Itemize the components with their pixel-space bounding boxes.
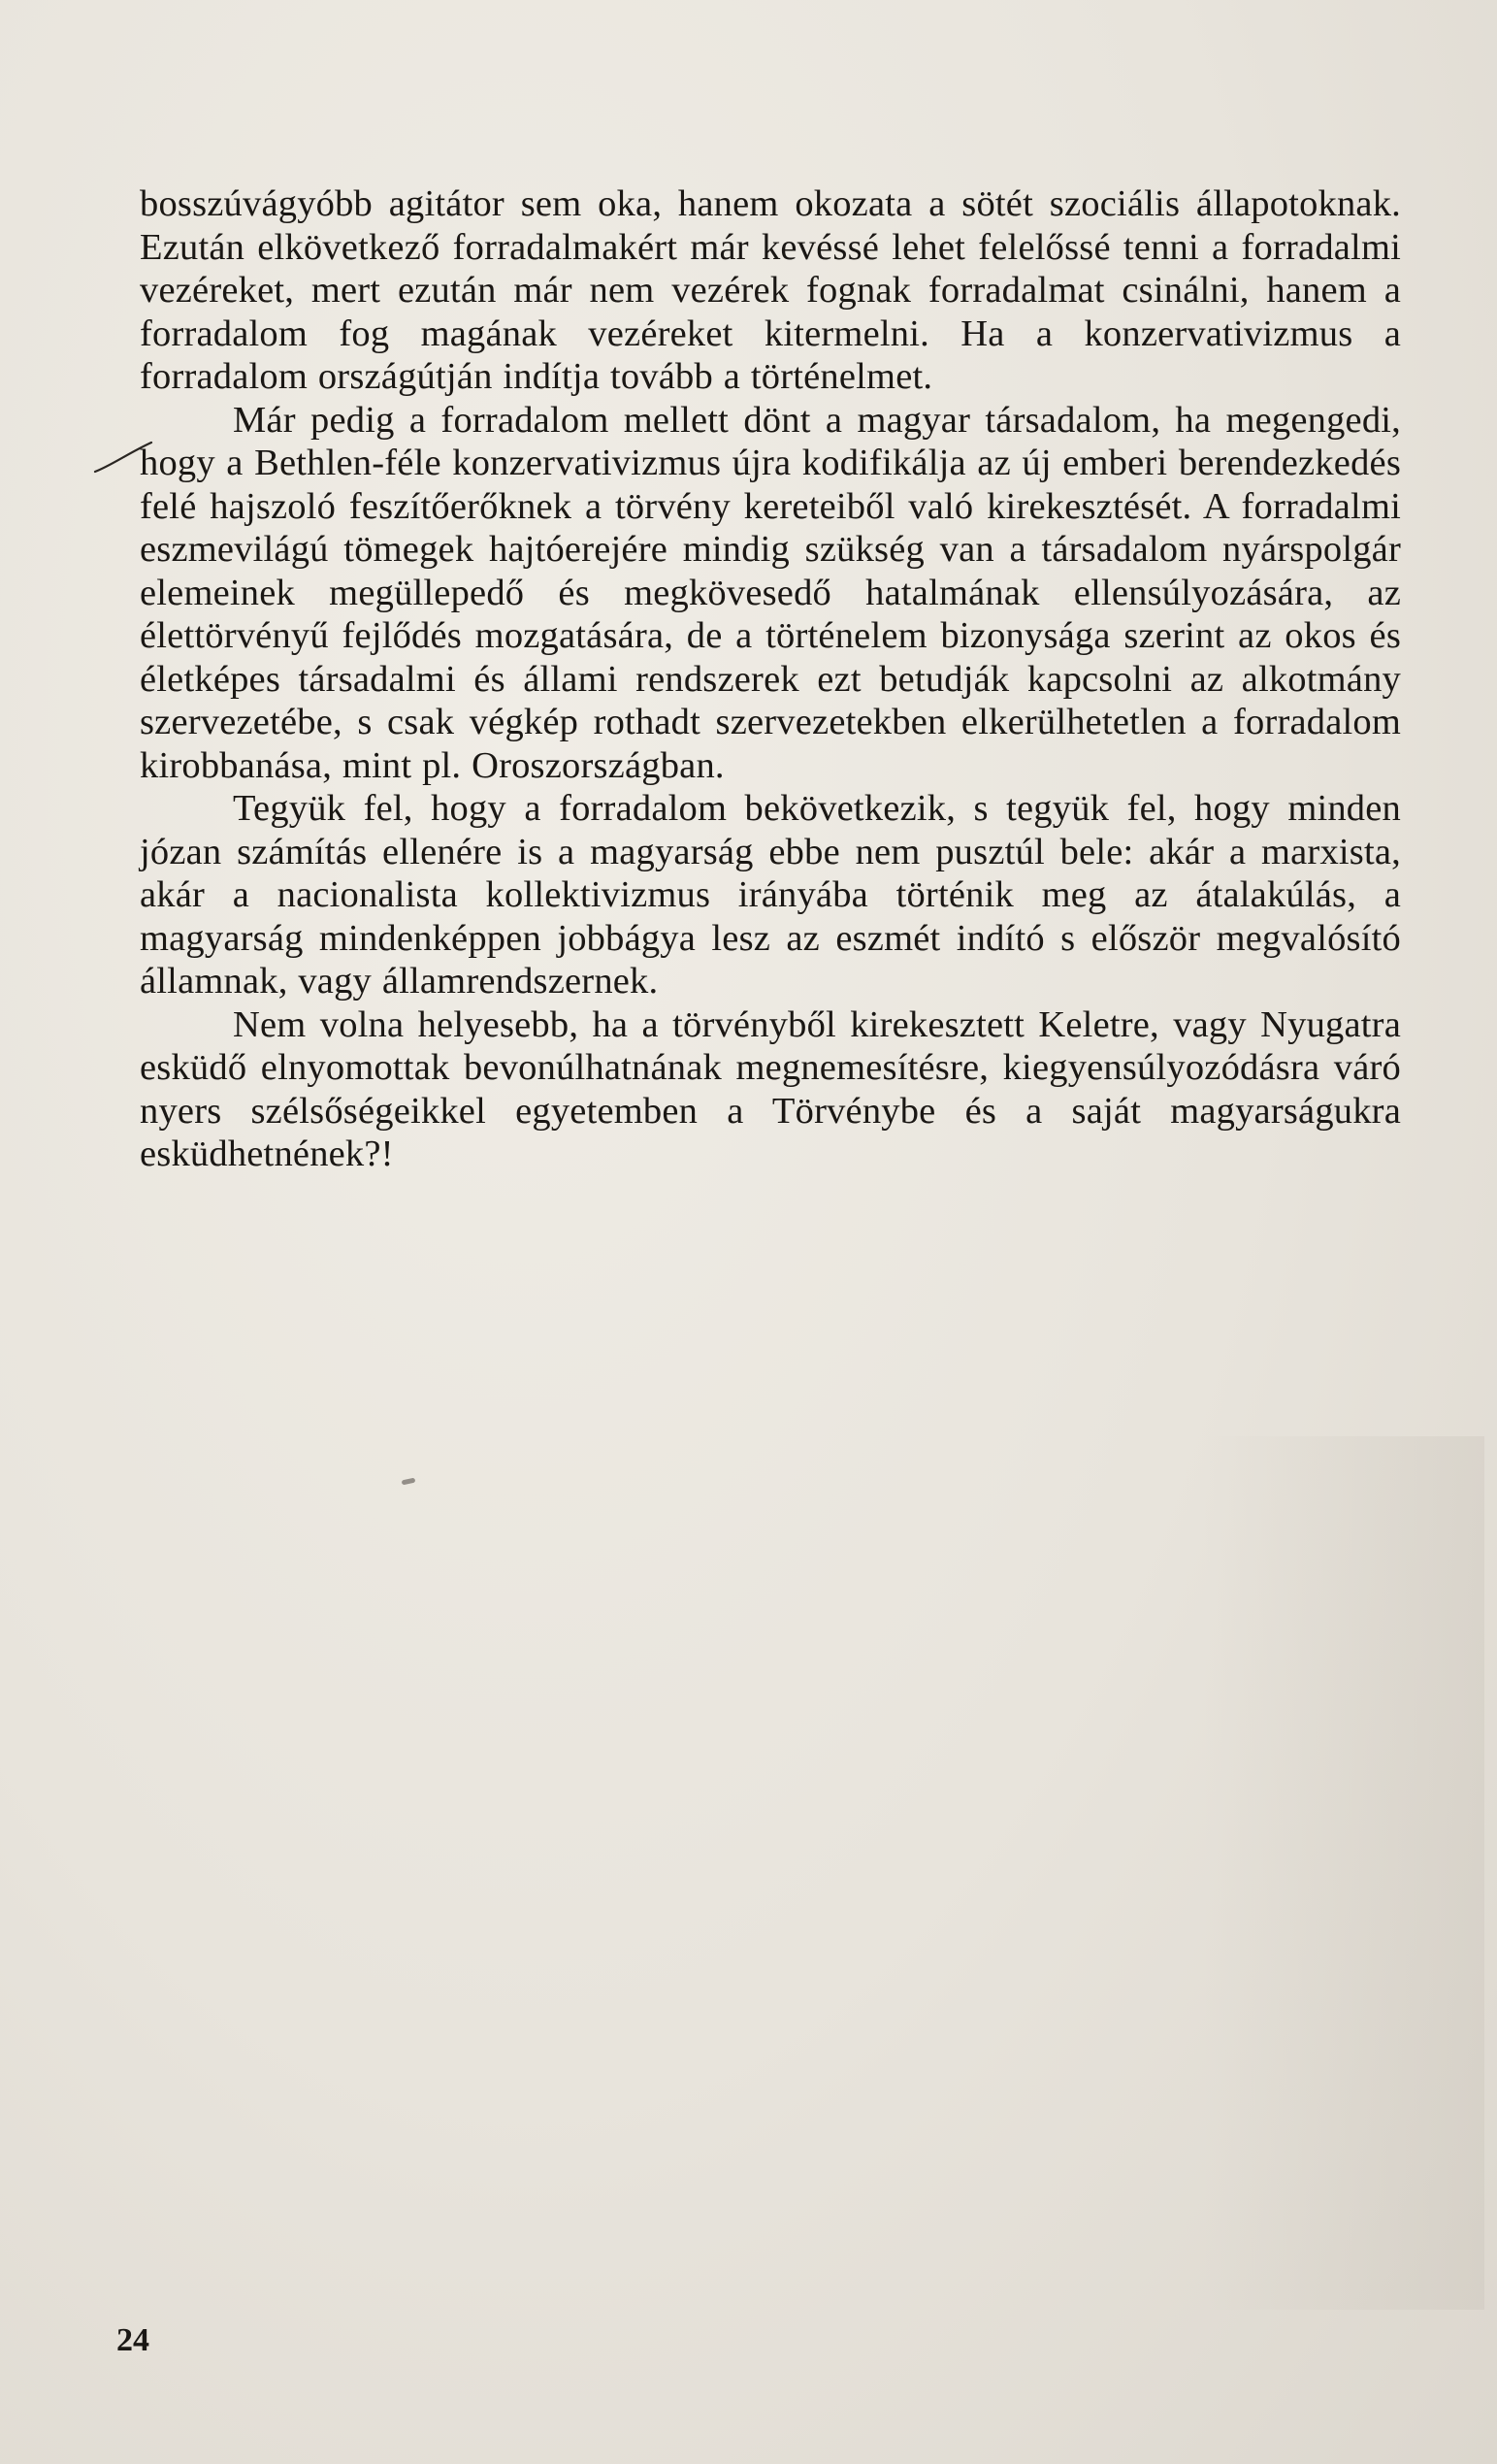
page-number: 24	[116, 2322, 149, 2358]
paragraph-4: Nem volna helyesebb, ha a törvényből kirekesztett Keletre, vagy Nyugatra esküdő elnyomottak bevonúlhatnának megnemesítésre, kiegyensúlyozódásra váró nyers szélsőségeikkel egyetemben a Törvénybe és a saját magyarságukra esküdhetnének?!	[140, 1003, 1401, 1174]
body-text	[140, 182, 1401, 1176]
ink-speck	[402, 1478, 416, 1486]
paragraph-2: Már pedig a forradalom mellett dönt a magyar társadalom, ha megengedi, hogy a Bethlen-féle konzervativizmus újra kodifikálja az új emberi berendezkedés felé hajszoló feszítőerőknek a törvény kereteiből való kirekesztését. A forradalmi eszmevilágú tömegek hajtóerejére mindig szükség van a társadalom nyárspolgár elemeinek megüllepedő és megkövesedő hatalmának ellensúlyozására, az élettörvényű fejlődés mozgatására, de a történelem bizonysága szerint az okos és életképes társadalmi és állami rendszerek ezt betudják kapcsolni az alkotmány szervezetébe, s csak végkép rothadt szervezetekben elkerülhetetlen a forradalom kirobbanása, mint pl. Oroszországban.	[140, 399, 1401, 786]
show-through-shading	[1203, 1436, 1484, 2310]
paragraph-1: bosszúvágyóbb agitátor sem oka, hanem okozata a sötét szociális állapotoknak. Ezután elkövetkező forradalmakért már kevéssé lehet felelőssé tenni a forradalmi vezéreket, mert ezután már nem vezérek fognak forradalmat csinálni, hanem a forradalom fog magának vezéreket kitermelni. Ha a konzervativizmus a forradalom országútján indítja tovább a történelmet.	[140, 183, 1401, 397]
paragraph-3: Tegyük fel, hogy a forradalom bekövetkezik, s tegyük fel, hogy minden józan számítás ellenére is a magyarság ebbe nem pusztúl bele: akár a marxista, akár a nacionalista kollektivizmus irányába történik meg az átalakúlás, a magyarság mindenképpen jobbágya lesz az eszmét indító s először megvalósító államnak, vagy államrendszernek.	[140, 788, 1401, 1002]
